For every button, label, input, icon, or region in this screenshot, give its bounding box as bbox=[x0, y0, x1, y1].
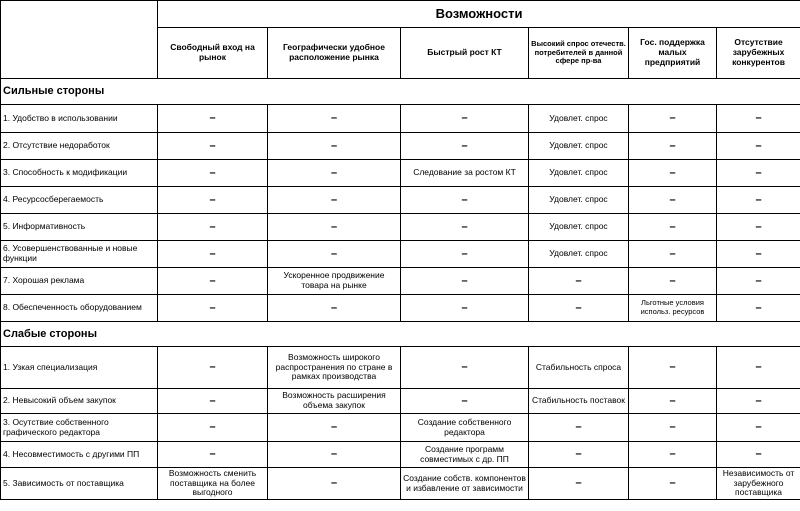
table-cell: – bbox=[717, 414, 800, 442]
table-cell: – bbox=[158, 389, 268, 414]
table-cell: – bbox=[401, 295, 529, 322]
table-cell: Удовлет. спрос bbox=[529, 214, 629, 241]
table-row bbox=[1, 414, 800, 442]
table-cell: Стабильность спроса bbox=[529, 347, 629, 389]
table-cell: – bbox=[629, 414, 717, 442]
table-cell: Следование за ростом КТ bbox=[401, 160, 529, 187]
table-cell: – bbox=[629, 268, 717, 295]
table-row bbox=[1, 214, 800, 241]
table-cell: – bbox=[717, 389, 800, 414]
table-cell: – bbox=[268, 160, 401, 187]
table-cell: – bbox=[529, 295, 629, 322]
table-cell: – bbox=[158, 187, 268, 214]
table-row bbox=[1, 389, 800, 414]
row-label: 3. Способность к модификации bbox=[1, 160, 158, 187]
table-cell: Стабильность поставок bbox=[529, 389, 629, 414]
table-cell: – bbox=[401, 133, 529, 160]
row-label: 2. Невысокий объем закупок bbox=[1, 389, 158, 414]
table-cell: – bbox=[268, 187, 401, 214]
table-cell: Удовлет. спрос bbox=[529, 133, 629, 160]
row-label: 4. Ресурсосберегаемость bbox=[1, 187, 158, 214]
table-cell: – bbox=[401, 347, 529, 389]
table-cell: – bbox=[629, 468, 717, 500]
table-row bbox=[1, 105, 800, 133]
table-cell: – bbox=[629, 347, 717, 389]
table-cell: – bbox=[629, 389, 717, 414]
column-header-no-foreign-competitors: Отсутствие зарубежных конкурентов bbox=[717, 28, 800, 79]
table-cell: – bbox=[158, 241, 268, 268]
table-cell: – bbox=[717, 105, 800, 133]
row-label: 1. Узкая специализация bbox=[1, 347, 158, 389]
table-cell: – bbox=[717, 347, 800, 389]
table-cell: – bbox=[401, 105, 529, 133]
table-cell: Возможность расширения объема закупок bbox=[268, 389, 401, 414]
table-cell: – bbox=[717, 133, 800, 160]
table-cell: – bbox=[158, 347, 268, 389]
table-cell: Создание собств. компонентов и избавление от зависимости bbox=[401, 468, 529, 500]
table-cell: – bbox=[717, 442, 800, 468]
table-cell: – bbox=[717, 295, 800, 322]
table-cell: – bbox=[401, 268, 529, 295]
table-cell: – bbox=[268, 414, 401, 442]
table-row bbox=[1, 347, 800, 389]
table-cell: – bbox=[717, 268, 800, 295]
column-header-free-entry: Свободный вход на рынок bbox=[158, 28, 268, 79]
table-cell: Удовлет. спрос bbox=[529, 241, 629, 268]
table-cell: – bbox=[401, 389, 529, 414]
table-cell: – bbox=[629, 214, 717, 241]
row-label: 7. Хорошая реклама bbox=[1, 268, 158, 295]
table-row bbox=[1, 442, 800, 468]
table-cell: – bbox=[158, 268, 268, 295]
table-cell: – bbox=[629, 241, 717, 268]
table-cell: Возможность сменить поставщика на более выгодного bbox=[158, 468, 268, 500]
table-cell: – bbox=[529, 414, 629, 442]
table-cell: – bbox=[401, 187, 529, 214]
table-cell: – bbox=[629, 187, 717, 214]
table-cell: – bbox=[268, 295, 401, 322]
table-row bbox=[1, 133, 800, 160]
column-header-state-support: Гос. поддержка малых предприятий bbox=[629, 28, 717, 79]
row-label: 8. Обеспеченность оборудованием bbox=[1, 295, 158, 322]
column-header-location: Географически удобное расположение рынка bbox=[268, 28, 401, 79]
weaknesses-rows bbox=[1, 347, 800, 500]
table-cell: – bbox=[401, 241, 529, 268]
row-label: 1. Удобство в использовании bbox=[1, 105, 158, 133]
table-row bbox=[1, 468, 800, 500]
table-cell: – bbox=[529, 468, 629, 500]
table-cell: – bbox=[717, 160, 800, 187]
table-cell: – bbox=[717, 241, 800, 268]
section-strengths: Сильные стороны bbox=[1, 79, 800, 105]
table-cell: Независимость от зарубежного поставщика bbox=[717, 468, 800, 500]
table-cell: – bbox=[401, 214, 529, 241]
table-cell: – bbox=[529, 442, 629, 468]
column-header-domestic-demand: Высокий спрос отечеств. потребителей в данной сфере пр-ва bbox=[529, 28, 629, 79]
table-row bbox=[1, 268, 800, 295]
table-row bbox=[1, 187, 800, 214]
table-cell: – bbox=[268, 133, 401, 160]
table-cell: – bbox=[268, 468, 401, 500]
strengths-rows bbox=[1, 105, 800, 322]
table-cell: – bbox=[268, 214, 401, 241]
table-cell: – bbox=[717, 187, 800, 214]
table-cell: Создание программ совместимых с др. ПП bbox=[401, 442, 529, 468]
table-cell: – bbox=[717, 214, 800, 241]
table-cell: – bbox=[268, 442, 401, 468]
opportunities-caption: Возможности bbox=[158, 1, 800, 28]
table-cell: – bbox=[529, 268, 629, 295]
row-label: 4. Несовместимость с другими ПП bbox=[1, 442, 158, 468]
table-cell: – bbox=[629, 105, 717, 133]
table-cell: Ускоренное продвижение товара на рынке bbox=[268, 268, 401, 295]
table-cell: – bbox=[629, 133, 717, 160]
table-cell: – bbox=[158, 105, 268, 133]
table-cell: Льготные условия использ. ресурсов bbox=[629, 295, 717, 322]
row-label: 3. Осутствие собственного графического редактора bbox=[1, 414, 158, 442]
table-cell: – bbox=[629, 160, 717, 187]
table-row bbox=[1, 241, 800, 268]
table-cell: Удовлет. спрос bbox=[529, 160, 629, 187]
table-cell: – bbox=[158, 414, 268, 442]
row-label: 6. Усовершенствованные и новые функции bbox=[1, 241, 158, 268]
table-row bbox=[1, 160, 800, 187]
table-cell: Создание собственного редактора bbox=[401, 414, 529, 442]
table-cell: – bbox=[268, 241, 401, 268]
table-cell: – bbox=[629, 442, 717, 468]
column-header-kt-growth: Быстрый рост КТ bbox=[401, 28, 529, 79]
corner-cell bbox=[1, 1, 158, 79]
table-cell: Удовлет. спрос bbox=[529, 187, 629, 214]
table-cell: Возможность широкого распространения по стране в рамках производства bbox=[268, 347, 401, 389]
section-weaknesses: Слабые стороны bbox=[1, 322, 800, 347]
table-cell: – bbox=[158, 160, 268, 187]
table-cell: – bbox=[268, 105, 401, 133]
table-cell: – bbox=[158, 442, 268, 468]
table-cell: Удовлет. спрос bbox=[529, 105, 629, 133]
row-label: 2. Отсутствие недоработок bbox=[1, 133, 158, 160]
row-label: 5. Информативность bbox=[1, 214, 158, 241]
row-label: 5. Зависимость от поставщика bbox=[1, 468, 158, 500]
table-cell: – bbox=[158, 214, 268, 241]
table-cell: – bbox=[158, 295, 268, 322]
table-row bbox=[1, 295, 800, 322]
table-cell: – bbox=[158, 133, 268, 160]
